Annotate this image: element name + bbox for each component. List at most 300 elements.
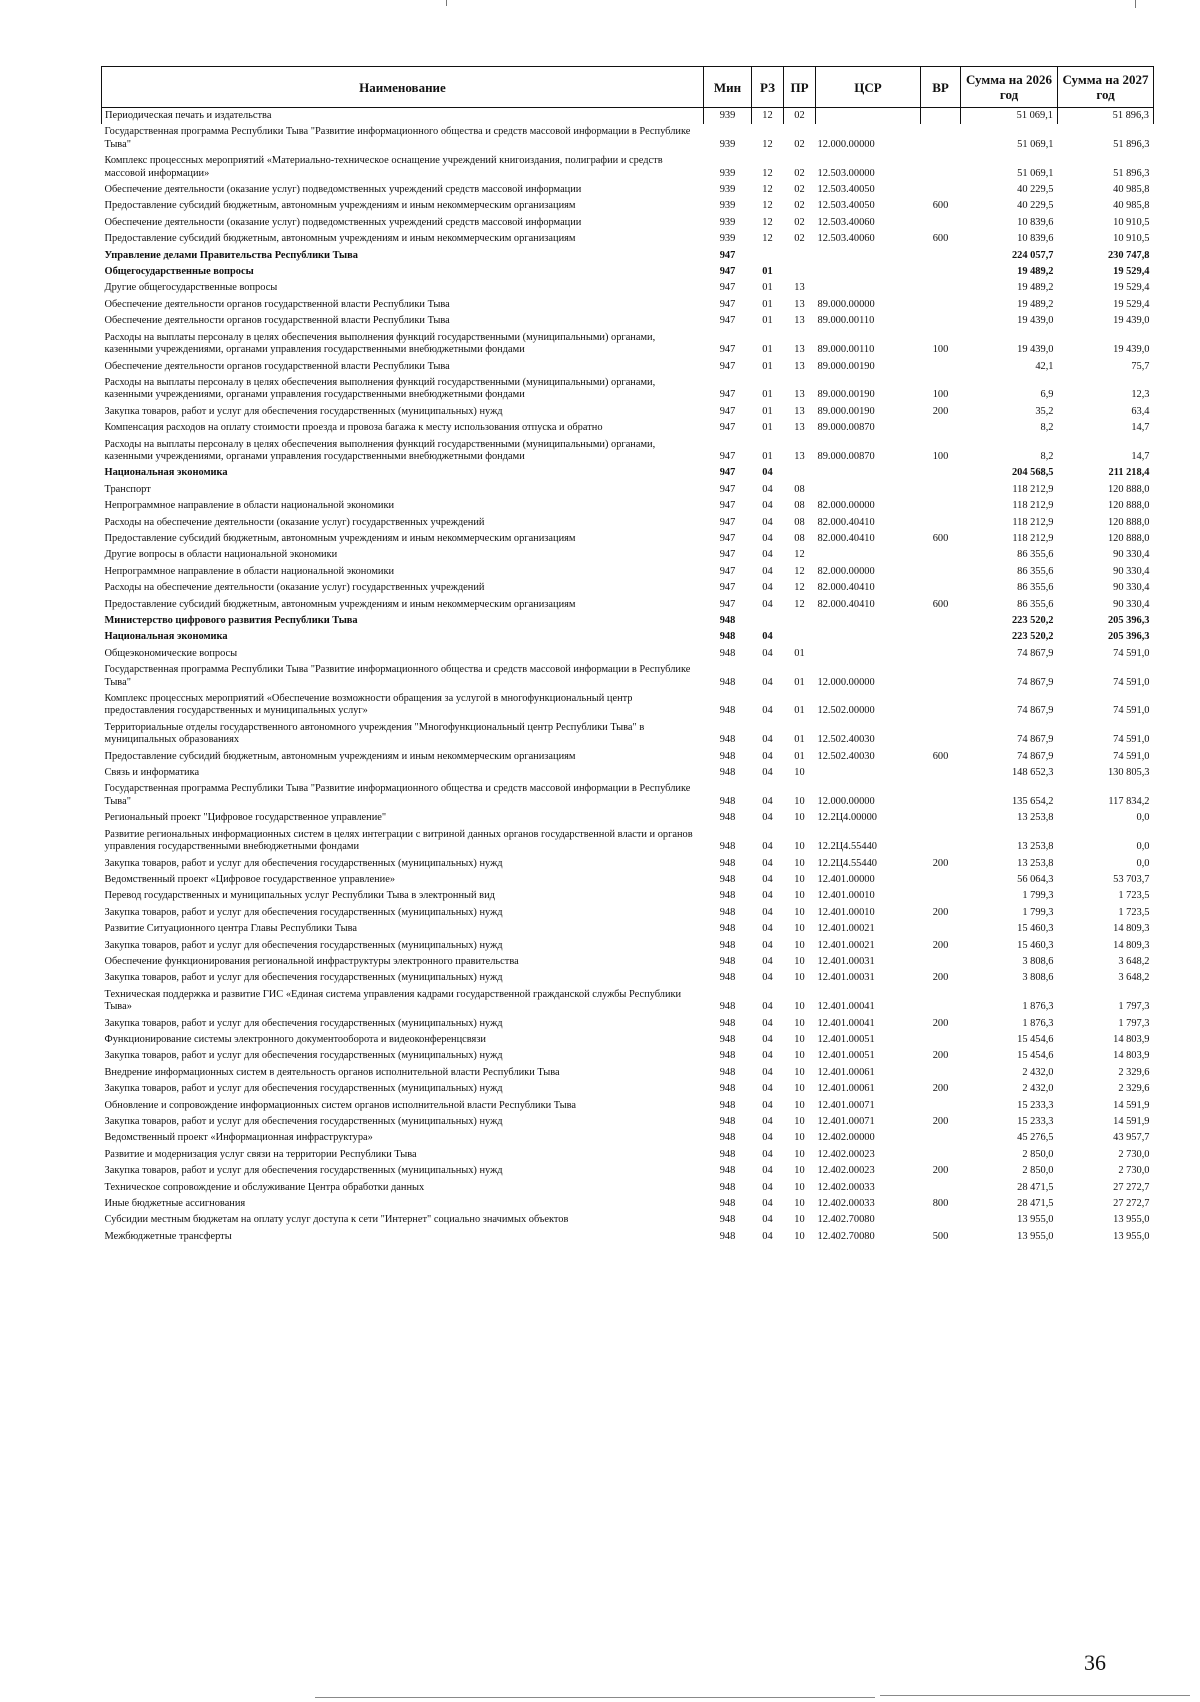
cell-name: Периодическая печать и издательства <box>102 108 704 125</box>
cell-csr: 12.401.00000 <box>817 873 875 885</box>
table-row <box>102 297 1154 313</box>
cell-vr: 600 <box>932 750 949 762</box>
cell-name: Связь и информатика <box>104 767 200 779</box>
cell-sum-2026: 19 439,0 <box>1017 315 1054 327</box>
cell-pr: 10 <box>794 857 805 869</box>
cell-sum-2026: 3 808,6 <box>1022 972 1054 984</box>
table-row <box>102 691 1154 720</box>
cell-vr <box>921 153 961 182</box>
cell-vr <box>921 613 961 629</box>
cell-min: 939 <box>704 108 752 125</box>
cell-sum-2027: 75,7 <box>1131 360 1150 372</box>
cell-pr: 10 <box>794 841 805 853</box>
cell-sum-2027: 14 591,9 <box>1113 1116 1150 1127</box>
cell-vr <box>921 313 961 329</box>
cell-vr: 200 <box>932 405 949 417</box>
cell-sum-2027: 14 803,9 <box>1113 1050 1150 1062</box>
cell-vr: 200 <box>932 857 949 869</box>
cell-sum-2027: 2 329,6 <box>1118 1066 1150 1078</box>
cell-rz: 04 <box>762 483 773 495</box>
cell-vr <box>921 987 961 1016</box>
cell-name: Расходы на выплаты персоналу в целях обеспечения выполнения функций государственными (муниципальными) органами, казенными учреждениями, органами управления государственными внебюджетными фондами <box>104 376 656 401</box>
cell-pr: 10 <box>794 1033 805 1045</box>
table-row <box>102 954 1154 970</box>
cell-sum-2027: 74 591,0 <box>1113 676 1150 688</box>
cell-sum-2027: 74 591,0 <box>1113 734 1150 746</box>
cell-min: 948 <box>719 631 736 643</box>
cell-sum-2027: 14 809,3 <box>1113 939 1150 951</box>
table-row <box>102 827 1154 856</box>
cell-pr: 08 <box>794 532 805 544</box>
cell-rz: 12 <box>762 216 773 228</box>
cell-vr <box>921 515 961 531</box>
cell-csr: 12.401.00051 <box>817 1050 875 1062</box>
cell-sum-2026: 6,9 <box>1040 389 1054 401</box>
table-row <box>102 765 1154 781</box>
cell-csr <box>816 613 921 629</box>
cell-rz: 04 <box>762 532 773 544</box>
cell-csr: 12.503.40060 <box>817 216 875 228</box>
cell-csr: 89.000.00000 <box>817 298 875 310</box>
cell-name: Другие общегосударственные вопросы <box>104 282 278 294</box>
cell-sum-2027: 130 805,3 <box>1107 767 1150 779</box>
cell-csr <box>816 280 921 296</box>
table-row <box>102 420 1154 436</box>
cell-vr <box>921 465 961 481</box>
cell-name: Другие вопросы в области национальной экономики <box>104 549 338 561</box>
cell-sum-2027: 13 955,0 <box>1113 1214 1150 1226</box>
table-row <box>102 465 1154 481</box>
cell-sum-2027: 19 529,4 <box>1113 266 1150 278</box>
cell-sum-2026: 2 850,0 <box>1022 1165 1054 1177</box>
cell-min: 939 <box>719 184 736 196</box>
cell-csr: 12.402.00033 <box>817 1181 875 1193</box>
cell-vr <box>921 646 961 662</box>
cell-rz: 01 <box>762 282 773 294</box>
header-sum-2026: Сумма на 2026 год <box>961 67 1058 108</box>
cell-vr <box>921 872 961 888</box>
cell-csr: 82.000.40410 <box>817 516 875 528</box>
cell-sum-2027: 2 730,0 <box>1118 1165 1150 1177</box>
cell-vr: 600 <box>932 233 949 245</box>
table-row <box>102 872 1154 888</box>
table-row <box>102 1065 1154 1081</box>
cell-csr: 12.000.00000 <box>817 676 875 688</box>
cell-rz: 04 <box>762 582 773 594</box>
cell-pr: 10 <box>794 1165 805 1177</box>
cell-vr: 200 <box>932 1116 949 1127</box>
cell-name: Предоставление субсидий бюджетным, автономным учреждениям и иным некоммерческим организациям <box>104 598 576 610</box>
cell-name: Предоставление субсидий бюджетным, автономным учреждениям и иным некоммерческим организациям <box>104 200 576 212</box>
cell-csr: 12.2Ц4.55440 <box>817 841 877 853</box>
cell-min: 947 <box>719 344 736 356</box>
header-sum-2027: Сумма на 2027 год <box>1058 67 1154 108</box>
cell-pr <box>784 613 816 629</box>
cell-pr: 13 <box>794 422 805 434</box>
cell-min: 948 <box>719 857 736 869</box>
cell-pr: 13 <box>794 360 805 372</box>
cell-name: Закупка товаров, работ и услуг для обеспечения государственных (муниципальных) нужд <box>104 857 503 869</box>
cell-rz: 12 <box>762 200 773 212</box>
cell-min: 948 <box>719 750 736 762</box>
cell-sum-2027: 13 955,0 <box>1113 1230 1150 1242</box>
cell-sum-2026: 42,1 <box>1035 360 1054 372</box>
cell-sum-2026: 223 520,2 <box>1011 631 1054 643</box>
cell-vr <box>921 720 961 749</box>
cell-rz: 12 <box>762 233 773 245</box>
cell-pr: 10 <box>794 1001 805 1013</box>
cell-sum-2026: 35,2 <box>1035 405 1054 417</box>
cell-vr <box>921 498 961 514</box>
cell-csr: 12.503.40050 <box>817 184 875 196</box>
cell-sum-2027: 27 272,7 <box>1113 1181 1150 1193</box>
cell-rz: 04 <box>762 1181 773 1193</box>
cell-pr: 10 <box>794 812 805 824</box>
cell-pr: 10 <box>794 1198 805 1210</box>
cell-vr <box>921 124 961 153</box>
cell-name: Ведомственный проект «Информационная инфраструктура» <box>104 1132 373 1144</box>
cell-pr <box>784 465 816 481</box>
table-row <box>102 810 1154 826</box>
cell-vr <box>921 1098 961 1114</box>
cell-sum-2027: 90 330,4 <box>1113 582 1150 594</box>
table-row <box>102 1032 1154 1048</box>
cell-vr <box>921 1065 961 1081</box>
cell-rz: 01 <box>762 360 773 372</box>
cell-vr <box>921 765 961 781</box>
cell-name: Непрограммное направление в области национальной экономики <box>104 565 395 577</box>
cell-pr: 10 <box>794 767 805 779</box>
cell-rz: 01 <box>762 266 773 278</box>
cell-pr: 12 <box>794 549 805 561</box>
table-row <box>102 856 1154 872</box>
header-pr: ПР <box>784 67 816 108</box>
cell-name: Техническое сопровождение и обслуживание Центра обработки данных <box>104 1181 425 1193</box>
cell-rz: 04 <box>762 1214 773 1226</box>
cell-min: 948 <box>719 795 736 807</box>
table-row <box>102 1229 1154 1245</box>
cell-rz: 04 <box>762 906 773 918</box>
cell-pr: 01 <box>794 750 805 762</box>
cell-sum-2026: 13 955,0 <box>1017 1230 1054 1242</box>
cell-vr <box>921 580 961 596</box>
cell-sum-2027: 90 330,4 <box>1113 549 1150 561</box>
cell-sum-2027: 12,3 <box>1131 389 1150 401</box>
cell-sum-2026: 135 654,2 <box>1011 795 1054 807</box>
cell-name: Компенсация расходов на оплату стоимости проезда и провоза багажа к месту использования отпуска и обратно <box>104 422 603 434</box>
cell-min: 947 <box>719 450 736 462</box>
cell-vr <box>921 564 961 580</box>
cell-rz: 04 <box>762 1001 773 1013</box>
table-row <box>102 781 1154 810</box>
cell-pr: 13 <box>794 450 805 462</box>
cell-name: Министерство цифрового развития Республики Тыва <box>104 615 358 626</box>
cell-sum-2026: 1 799,3 <box>1022 890 1054 902</box>
table-row <box>102 215 1154 231</box>
cell-rz: 04 <box>762 1165 773 1177</box>
cell-sum-2026: 10 839,6 <box>1017 233 1054 245</box>
cell-rz: 04 <box>762 500 773 512</box>
cell-rz: 04 <box>762 857 773 869</box>
cell-rz: 12 <box>752 108 784 125</box>
cell-name: Предоставление субсидий бюджетным, автономным учреждениям и иным некоммерческим организациям <box>104 233 576 245</box>
cell-rz <box>752 248 784 264</box>
table-row <box>102 564 1154 580</box>
cell-min: 947 <box>719 360 736 372</box>
cell-sum-2027: 19 529,4 <box>1113 298 1150 310</box>
cell-sum-2026: 51 069,1 <box>961 108 1058 125</box>
table-row <box>102 437 1154 466</box>
cell-rz: 01 <box>762 298 773 310</box>
cell-min: 947 <box>719 582 736 594</box>
table-row <box>102 153 1154 182</box>
cell-min: 948 <box>719 1116 736 1127</box>
cell-sum-2027: 14 803,9 <box>1113 1033 1150 1045</box>
table-row <box>102 1081 1154 1097</box>
cell-sum-2026: 118 212,9 <box>1012 500 1054 512</box>
cell-min: 948 <box>719 890 736 902</box>
cell-sum-2027: 230 747,8 <box>1107 249 1150 261</box>
cell-pr: 10 <box>794 1017 805 1029</box>
cell-vr <box>921 297 961 313</box>
cell-csr <box>816 264 921 280</box>
cell-vr: 600 <box>932 200 949 212</box>
cell-sum-2026: 51 069,1 <box>1017 167 1054 179</box>
table-row <box>102 1180 1154 1196</box>
cell-sum-2026: 148 652,3 <box>1011 767 1054 779</box>
cell-sum-2027: 3 648,2 <box>1118 955 1150 967</box>
cell-sum-2026: 28 471,5 <box>1017 1181 1054 1193</box>
cell-min: 939 <box>719 216 736 228</box>
cell-sum-2027: 63,4 <box>1131 405 1150 417</box>
cell-csr: 12.502.40030 <box>817 734 875 746</box>
cell-csr: 12.401.00041 <box>817 1001 875 1013</box>
cell-name: Комплекс процессных мероприятий «Материально-техническое оснащение учреждений книгоиздания, полиграфии и средств массовой информации» <box>104 155 663 179</box>
cell-rz: 04 <box>762 516 773 528</box>
cell-vr: 100 <box>932 450 949 462</box>
cell-name: Обеспечение деятельности органов государственной власти Республики Тыва <box>104 298 450 310</box>
cell-name: Расходы на обеспечение деятельности (оказание услуг) государственных учреждений <box>104 516 485 528</box>
cell-csr <box>816 765 921 781</box>
cell-sum-2027: 120 888,0 <box>1107 483 1150 495</box>
cell-rz: 04 <box>762 565 773 577</box>
cell-name: Управление делами Правительства Республики Тыва <box>104 249 358 261</box>
cell-min: 948 <box>719 734 736 746</box>
cell-sum-2026: 28 471,5 <box>1017 1198 1054 1210</box>
cell-rz: 12 <box>762 138 773 150</box>
table-row <box>102 987 1154 1016</box>
table-row <box>102 597 1154 613</box>
cell-vr <box>921 1147 961 1163</box>
cell-min: 948 <box>719 972 736 984</box>
cell-sum-2026: 74 867,9 <box>1017 705 1054 717</box>
cell-pr: 13 <box>794 344 805 356</box>
table-row <box>102 1016 1154 1032</box>
cell-name: Транспорт <box>104 483 151 495</box>
cell-min: 948 <box>719 615 736 626</box>
cell-pr: 13 <box>794 405 805 417</box>
table-row <box>102 231 1154 247</box>
cell-sum-2026: 74 867,9 <box>1017 750 1054 762</box>
cell-name: Комплекс процессных мероприятий «Обеспечение возможности обращения за услугой в многофункциональный центр предоставления государственных и муниципальных услуг» <box>104 693 633 717</box>
cell-sum-2026: 56 064,3 <box>1017 873 1054 885</box>
cell-min: 948 <box>719 1050 736 1062</box>
cell-vr <box>921 781 961 810</box>
cell-csr: 12.401.00041 <box>817 1017 875 1029</box>
cell-rz: 04 <box>762 795 773 807</box>
cell-min: 948 <box>719 1198 736 1210</box>
cell-min: 947 <box>719 532 736 544</box>
cell-sum-2027: 120 888,0 <box>1107 516 1150 528</box>
table-row <box>102 375 1154 404</box>
cell-pr: 12 <box>794 565 805 577</box>
cell-name: Общеэкономические вопросы <box>104 647 238 659</box>
header-csr: ЦСР <box>816 67 921 108</box>
table-row <box>102 888 1154 904</box>
scan-mark <box>1135 0 1136 8</box>
cell-min: 947 <box>719 315 736 327</box>
cell-vr: 200 <box>932 906 949 918</box>
cell-min: 947 <box>719 516 736 528</box>
table-row <box>102 531 1154 547</box>
cell-sum-2026: 45 276,5 <box>1017 1132 1054 1144</box>
table-row <box>102 515 1154 531</box>
cell-min: 947 <box>719 298 736 310</box>
cell-min: 947 <box>719 282 736 294</box>
cell-sum-2027: 120 888,0 <box>1107 500 1150 512</box>
cell-sum-2027: 1 797,3 <box>1118 1017 1150 1029</box>
cell-min: 948 <box>719 767 736 779</box>
cell-min: 948 <box>719 1017 736 1029</box>
cell-vr <box>921 359 961 375</box>
cell-csr: 12.402.00023 <box>817 1148 875 1160</box>
cell-vr: 100 <box>932 344 949 356</box>
table-row <box>102 646 1154 662</box>
cell-pr: 02 <box>794 233 805 245</box>
table-row <box>102 921 1154 937</box>
cell-name: Государственная программа Республики Тыва "Развитие информационного общества и средств массовой информации в Республике Тыва" <box>104 126 691 150</box>
cell-csr <box>816 646 921 662</box>
cell-min: 948 <box>719 1148 736 1160</box>
cell-name: Закупка товаров, работ и услуг для обеспечения государственных (муниципальных) нужд <box>104 1017 503 1029</box>
cell-name: Межбюджетные трансферты <box>104 1230 232 1242</box>
cell-name: Обеспечение деятельности органов государственной власти Республики Тыва <box>104 315 450 327</box>
cell-csr: 12.401.00071 <box>817 1099 875 1111</box>
cell-name: Национальная экономика <box>104 631 228 643</box>
table-row <box>102 1212 1154 1228</box>
cell-csr: 12.401.00061 <box>817 1083 875 1095</box>
cell-min: 939 <box>719 233 736 245</box>
table-row <box>102 905 1154 921</box>
cell-pr: 02 <box>794 200 805 212</box>
cell-csr: 12.401.00061 <box>817 1066 875 1078</box>
cell-name: Предоставление субсидий бюджетным, автономным учреждениям и иным некоммерческим организациям <box>104 750 576 762</box>
cell-name: Закупка товаров, работ и услуг для обеспечения государственных (муниципальных) нужд <box>104 906 503 918</box>
cell-csr: 12.401.00010 <box>817 890 875 902</box>
cell-csr: 89.000.00110 <box>817 315 875 327</box>
cell-min: 948 <box>719 676 736 688</box>
table-row <box>102 330 1154 359</box>
cell-sum-2027: 19 439,0 <box>1113 344 1150 356</box>
cell-rz: 04 <box>762 1132 773 1144</box>
cell-csr <box>816 482 921 498</box>
cell-min: 948 <box>719 1001 736 1013</box>
cell-sum-2026: 40 229,5 <box>1017 184 1054 196</box>
cell-min: 939 <box>719 167 736 179</box>
cell-sum-2027: 74 591,0 <box>1113 750 1150 762</box>
table-row <box>102 280 1154 296</box>
cell-sum-2027: 0,0 <box>1136 841 1150 853</box>
cell-sum-2026: 19 489,2 <box>1017 282 1054 294</box>
cell-csr: 12.401.00031 <box>817 955 875 967</box>
cell-csr: 12.401.00021 <box>817 939 875 951</box>
cell-sum-2026: 8,2 <box>1040 450 1054 462</box>
scan-edge-line <box>315 1697 875 1698</box>
table-row <box>102 580 1154 596</box>
cell-name: Развитие региональных информационных систем в целях интеграции с витриной данных органов государственной власти и органов управления государственными внебюджетными фондами <box>104 828 693 853</box>
table-row <box>102 198 1154 214</box>
cell-rz: 04 <box>762 923 773 935</box>
cell-csr: 82.000.40410 <box>817 582 875 594</box>
cell-pr: 10 <box>794 1099 805 1111</box>
cell-rz: 01 <box>762 344 773 356</box>
cell-pr: 13 <box>794 298 805 310</box>
header-rz: РЗ <box>752 67 784 108</box>
cell-name: Расходы на выплаты персоналу в целях обеспечения выполнения функций государственными (муниципальными) органами, казенными учреждениями, органами управления государственными внебюджетными фондами <box>104 331 656 356</box>
table-row <box>102 1114 1154 1130</box>
cell-rz: 04 <box>762 1230 773 1242</box>
cell-rz: 04 <box>762 1033 773 1045</box>
cell-csr: 12.000.00000 <box>817 138 875 150</box>
cell-rz: 12 <box>762 184 773 196</box>
cell-csr: 82.000.00000 <box>817 565 875 577</box>
cell-csr: 12.503.40050 <box>817 200 875 212</box>
cell-sum-2026: 74 867,9 <box>1017 676 1054 688</box>
cell-min: 947 <box>719 598 736 610</box>
cell-vr <box>921 810 961 826</box>
table-row <box>102 404 1154 420</box>
cell-sum-2027: 90 330,4 <box>1113 565 1150 577</box>
cell-min: 947 <box>719 249 736 261</box>
cell-name: Государственная программа Республики Тыва "Развитие информационного общества и средств массовой информации в Республике Тыва" <box>104 783 691 807</box>
cell-vr: 500 <box>932 1230 949 1242</box>
table-row <box>102 1048 1154 1064</box>
cell-pr <box>784 248 816 264</box>
cell-sum-2026: 3 808,6 <box>1022 955 1054 967</box>
cell-vr <box>921 182 961 198</box>
cell-rz: 04 <box>762 598 773 610</box>
cell-sum-2026: 19 489,2 <box>1017 266 1054 278</box>
table-row <box>102 613 1154 629</box>
cell-pr <box>784 629 816 645</box>
cell-sum-2026: 74 867,9 <box>1017 734 1054 746</box>
cell-name: Закупка товаров, работ и услуг для обеспечения государственных (муниципальных) нужд <box>104 1116 503 1127</box>
cell-pr: 10 <box>794 923 805 935</box>
cell-sum-2027: 211 218,4 <box>1108 467 1150 479</box>
cell-pr: 08 <box>794 516 805 528</box>
cell-sum-2026: 1 876,3 <box>1022 1001 1054 1013</box>
cell-vr <box>921 827 961 856</box>
cell-sum-2026: 118 212,9 <box>1012 516 1054 528</box>
table-row <box>102 359 1154 375</box>
cell-rz: 04 <box>762 1050 773 1062</box>
cell-rz <box>752 613 784 629</box>
cell-rz: 04 <box>762 631 773 643</box>
cell-name: Закупка товаров, работ и услуг для обеспечения государственных (муниципальных) нужд <box>104 1050 503 1062</box>
cell-csr: 82.000.00000 <box>817 500 875 512</box>
budget-document <box>101 66 1153 1245</box>
table-row <box>102 749 1154 765</box>
